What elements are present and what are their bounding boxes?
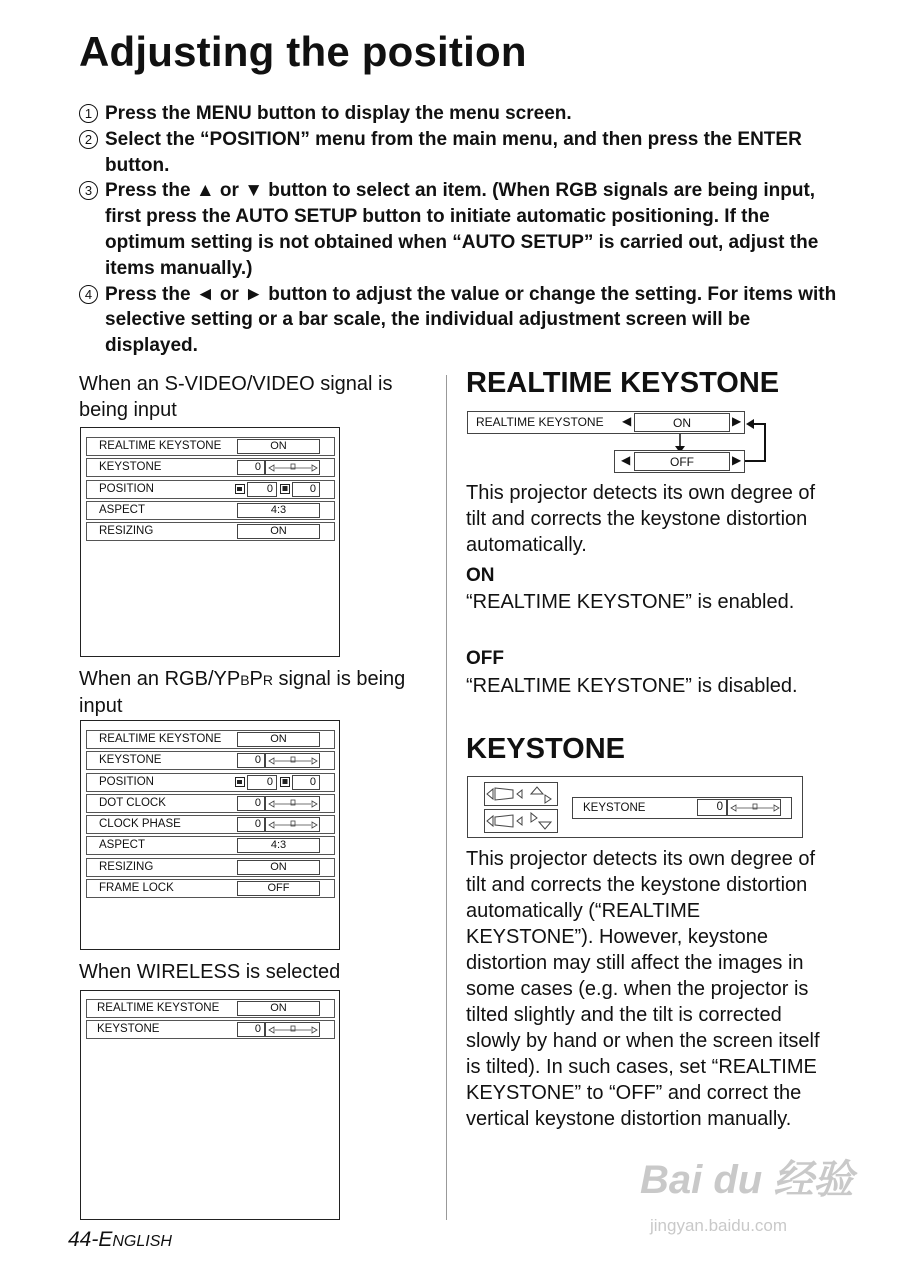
horizontal-position-icon [235, 777, 245, 787]
menu-row-aspect[interactable] [86, 836, 335, 855]
bar-value-on: ON [634, 413, 730, 432]
menu-row-position[interactable] [86, 480, 335, 499]
heading-keystone: KEYSTONE [466, 733, 626, 765]
menu-row-label: KEYSTONE [99, 754, 162, 767]
menu-row-aspect[interactable] [86, 501, 335, 520]
arrow-right-icon: ▶ [732, 414, 742, 428]
step-text: Press the ▲ or ▼ button to select an item. (When RGB signals are being input, first press the AUTO SETUP button to initiate automatic positioning. If the optimum setting is not obtained when “AUTO SETUP” is carried out, adjust the items manually.) [105, 180, 819, 279]
bar-value-off: OFF [634, 452, 730, 471]
keystone-description: This projector detects its own degree of tilt and corrects the keystone distortion automatically (“REALTIME KEYSTONE”). However, keystone distortion may still affect the images in some cases (e.g. when the projector is tilted slightly and the tilt is corrected slowly by hand or when the screen itself is tilted). In such cases, set “REALTIME KEYSTONE” to “OFF” and correct the vertical keystone distortion manually. [466, 848, 820, 1130]
footer-lang-first: E [98, 1228, 113, 1251]
steps-list [79, 101, 839, 359]
vertical-position-icon [280, 777, 290, 787]
watermark-logo: Bai du 经验 [640, 1158, 854, 1202]
keystone-adjust-screen [467, 776, 803, 838]
caption-wireless: When WIRELESS is selected [79, 961, 341, 983]
caption-rgb-sub-r: R [262, 672, 273, 688]
watermark-url: jingyan.baidu.com [650, 1216, 788, 1235]
menu-row-dot-clock[interactable] [86, 794, 335, 813]
caption-rgb-suffix: signal is being input [79, 668, 406, 717]
bar-label: KEYSTONE [583, 802, 646, 814]
slider-value: 0 [237, 753, 265, 768]
menu-row-label: REALTIME KEYSTONE [99, 440, 222, 452]
menu-row-frame-lock[interactable] [86, 879, 335, 898]
slider-bar-icon [265, 1022, 320, 1037]
slider-bar-icon [727, 799, 781, 816]
menu-row-realtime-keystone[interactable] [86, 730, 335, 749]
step-2 [79, 127, 839, 179]
vertical-position-value: 0 [292, 482, 320, 497]
heading-realtime-keystone: REALTIME KEYSTONE [466, 367, 780, 399]
caption-rgb [79, 666, 429, 719]
step-1 [79, 101, 839, 127]
horizontal-position-value: 0 [247, 482, 277, 497]
watermark [640, 1148, 854, 1235]
caption-rgb-prefix: When an RGB/YP [79, 668, 241, 690]
arrow-left-icon: ◀ [621, 453, 631, 467]
option-on-description: “REALTIME KEYSTONE” is enabled. [466, 591, 795, 613]
step-number: 4 [79, 285, 98, 304]
menu-row-value: ON [237, 524, 320, 539]
menu-row-label: REALTIME KEYSTONE [99, 733, 222, 745]
vertical-position-icon [280, 484, 290, 494]
menu-row-label: ASPECT [99, 839, 146, 852]
page-title: Adjusting the position [79, 28, 527, 75]
menu-row-value: ON [237, 439, 320, 454]
page-number: 44- [68, 1228, 99, 1251]
slider-value: 0 [237, 796, 265, 811]
step-3 [79, 178, 839, 281]
menu-row-label: KEYSTONE [97, 1023, 160, 1036]
keystone-bar[interactable] [572, 797, 792, 819]
menu-row-keystone[interactable] [86, 1020, 335, 1039]
keystone-lower-icon [485, 810, 557, 832]
keystone-upper-icon [485, 783, 557, 805]
step-text: Press the ◄ or ► button to adjust the value or change the setting. For items with selective setting or a bar scale, the individual adjustment screen will be displayed. [105, 283, 837, 357]
caption-rgb-sub-b: B [240, 672, 250, 688]
column-divider [446, 375, 447, 1220]
slider-value: 0 [237, 1022, 265, 1037]
step-number: 3 [79, 181, 98, 200]
menu-row-label: REALTIME KEYSTONE [97, 1002, 220, 1014]
step-number: 1 [79, 104, 98, 123]
menu-row-resizing[interactable] [86, 522, 335, 541]
keystone-upper-box [484, 782, 558, 806]
slider-bar-icon [265, 460, 320, 475]
slider-value: 0 [237, 817, 265, 832]
menu-row-label: POSITION [99, 775, 154, 788]
menu-row-resizing[interactable] [86, 858, 335, 877]
page-footer [68, 1228, 172, 1252]
realtime-description: This projector detects its own degree of tilt and corrects the keystone distortion automatically. [466, 482, 816, 556]
menu-row-realtime-keystone[interactable] [86, 999, 335, 1018]
arrow-right-icon: ▶ [732, 453, 742, 467]
slider-bar-icon [265, 796, 320, 811]
slider-bar-icon [265, 817, 320, 832]
menu-row-value: 4:3 [237, 503, 320, 518]
slider-value: 0 [237, 460, 265, 475]
menu-row-label: DOT CLOCK [99, 796, 166, 809]
step-4 [79, 282, 839, 359]
menu-row-label: FRAME LOCK [99, 882, 174, 895]
step-text: Press the MENU button to display the menu screen. [105, 103, 572, 124]
step-number: 2 [79, 130, 98, 149]
realtime-keystone-off-bar[interactable] [614, 450, 745, 473]
menu-svideo [80, 427, 340, 657]
menu-row-keystone[interactable] [86, 458, 335, 477]
menu-row-label: CLOCK PHASE [99, 818, 181, 831]
slider-bar-icon [265, 753, 320, 768]
step-text: Select the “POSITION” menu from the main menu, and then press the ENTER button. [105, 128, 802, 176]
menu-row-label: KEYSTONE [99, 461, 162, 474]
horizontal-position-value: 0 [247, 775, 277, 790]
option-off-description: “REALTIME KEYSTONE” is disabled. [466, 675, 798, 697]
footer-lang-rest: NGLISH [112, 1233, 172, 1250]
keystone-lower-box [484, 809, 558, 833]
menu-row-value: ON [237, 860, 320, 875]
menu-row-value: 4:3 [237, 838, 320, 853]
menu-rgb [80, 720, 340, 950]
menu-row-value: ON [237, 1001, 320, 1016]
slider-value: 0 [697, 799, 727, 816]
bar-label: REALTIME KEYSTONE [476, 415, 604, 429]
vertical-position-value: 0 [292, 775, 320, 790]
horizontal-position-icon [235, 484, 245, 494]
menu-row-realtime-keystone[interactable] [86, 437, 335, 456]
menu-row-value: ON [237, 732, 320, 747]
option-off-title: OFF [466, 648, 504, 669]
menu-row-position[interactable] [86, 773, 335, 792]
menu-row-clock-phase[interactable] [86, 815, 335, 834]
menu-wireless [80, 990, 340, 1220]
caption-svideo: When an S-VIDEO/VIDEO signal is being input [79, 373, 393, 421]
menu-row-value: OFF [237, 881, 320, 896]
option-on-title: ON [466, 565, 495, 586]
menu-row-label: ASPECT [99, 503, 146, 516]
caption-rgb-p: P [249, 668, 263, 690]
arrow-left-icon: ◀ [622, 414, 632, 428]
menu-row-label: RESIZING [99, 525, 154, 538]
menu-row-keystone[interactable] [86, 751, 335, 770]
menu-row-label: POSITION [99, 482, 154, 495]
menu-row-label: RESIZING [99, 860, 154, 873]
